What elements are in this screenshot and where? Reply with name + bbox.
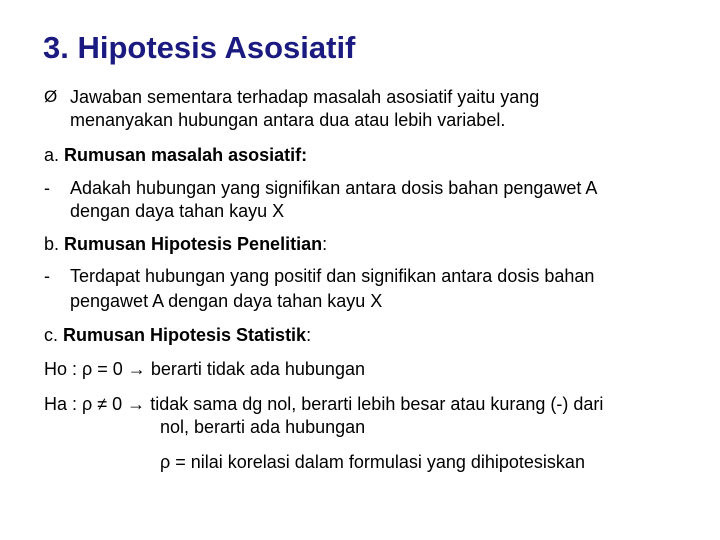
- intro-line-1: Jawaban sementara terhadap masalah asosiatif yaitu yang: [70, 87, 540, 107]
- section-b-title: Rumusan Hipotesis Penelitian: [64, 234, 323, 254]
- section-c-suffix: :: [306, 325, 312, 345]
- section-b-dash: -: [44, 266, 50, 286]
- right-arrow-icon: →: [127, 394, 146, 414]
- section-b-heading: [44, 233, 327, 255]
- ho-statement: [44, 358, 365, 380]
- section-a-line-1: Adakah hubungan yang signifikan antara dosis bahan pengawet A: [70, 178, 598, 198]
- ha-line-1: tidak sama dg nol, berarti lebih besar atau kurang (-) dari: [150, 394, 604, 414]
- ho-lhs: Ho : ρ = 0: [44, 359, 123, 379]
- section-a-heading: [44, 144, 307, 166]
- ho-text: berarti tidak ada hubungan: [150, 359, 365, 379]
- intro-line-2: menanyakan hubungan antara dua atau lebih variabel.: [70, 110, 506, 130]
- arrow-bullet-icon: Ø: [44, 87, 58, 106]
- section-a-title: Rumusan masalah asosiatif:: [64, 145, 308, 165]
- rho-definition-note: ρ = nilai korelasi dalam formulasi yang dihipotesiskan: [160, 452, 585, 472]
- ha-line-2: nol, berarti ada hubungan: [160, 417, 366, 437]
- section-a-line-2: dengan daya tahan kayu X: [70, 201, 285, 221]
- ha-statement: [44, 393, 603, 415]
- section-b-line-1: Terdapat hubungan yang positif dan signifikan antara dosis bahan: [70, 266, 595, 286]
- section-a-prefix: a.: [44, 145, 65, 165]
- section-c-title: Rumusan Hipotesis Statistik: [63, 325, 307, 345]
- ha-lhs: Ha : ρ ≠ 0: [44, 394, 123, 414]
- right-arrow-icon: →: [127, 359, 146, 379]
- section-a-dash: -: [44, 178, 50, 198]
- section-c-heading: [44, 324, 311, 346]
- section-b-line-2: pengawet A dengan daya tahan kayu X: [70, 291, 383, 311]
- section-c-prefix: c.: [44, 325, 64, 345]
- section-b-prefix: b.: [44, 234, 65, 254]
- section-b-suffix: :: [322, 234, 328, 254]
- page-title: 3. Hipotesis Asosiatif: [43, 30, 356, 65]
